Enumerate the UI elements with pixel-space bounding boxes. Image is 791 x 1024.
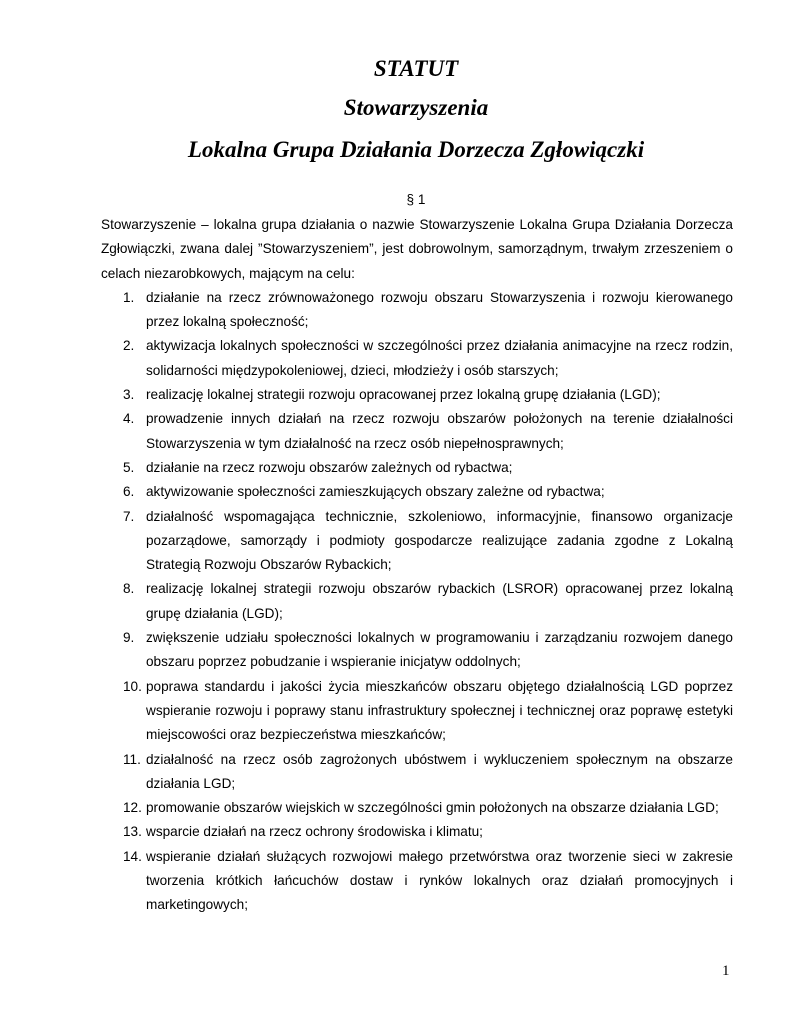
- list-item-number: 6.: [123, 484, 135, 500]
- list-item: [101, 748, 733, 797]
- list-item: [101, 845, 733, 918]
- list-item-text: działalność wspomagająca technicznie, szkoleniowo, informacyjnie, finansowo organizacje pozarządowe, samorządy i podmioty gospodarcze realizujące zadania zgodne z Lokalną Strategią Rozwoju Obszarów Rybackich;: [146, 508, 733, 573]
- list-item-text: promowanie obszarów wiejskich w szczególności gmin położonych na obszarze działania LGD;: [146, 800, 719, 816]
- list-item: [101, 383, 733, 407]
- list-item: [101, 820, 733, 844]
- list-item: [101, 480, 733, 504]
- list-item-number: 2.: [123, 338, 135, 354]
- list-item: [101, 407, 733, 456]
- list-item-text: wsparcie działań na rzecz ochrony środowiska i klimatu;: [146, 824, 483, 840]
- list-item-number: 7.: [123, 508, 135, 524]
- list-item-text: wspieranie działań służących rozwojowi małego przetwórstwa oraz tworzenie sieci w zakresie tworzenia krótkich łańcuchów dostaw i rynków lokalnych oraz działań promocyjnych i marketingowych;: [146, 848, 733, 913]
- list-item: [101, 456, 733, 480]
- list-item-text: aktywizowanie społeczności zamieszkujących obszary zależne od rybactwa;: [146, 484, 605, 500]
- list-item-text: realizację lokalnej strategii rozwoju obszarów rybackich (LSROR) opracowanej przez lokalną grupę działania (LGD);: [146, 581, 733, 621]
- list-item-number: 14.: [123, 848, 142, 864]
- organization-name: Lokalna Grupa Działania Dorzecza Zgłowiączki: [187, 137, 645, 162]
- intro-paragraph: Stowarzyszenie – lokalna grupa działania o nazwie Stowarzyszenie Lokalna Grupa Działania Dorzecza Zgłowiączki, zwana dalej ”Stowarzyszeniem”, jest dobrowolnym, samorządnym, trwałym zrzeszeniem o celach niezarobkowych, mającym na celu:: [101, 217, 733, 281]
- list-item-number: 8.: [123, 581, 135, 597]
- list-item-number: 9.: [123, 630, 135, 646]
- list-item-text: zwiększenie udziału społeczności lokalnych w programowaniu i zarządzaniu rozwojem danego obszaru poprzez pobudzanie i wspieranie inicjatyw oddolnych;: [146, 630, 733, 670]
- list-item-number: 10.: [123, 678, 142, 694]
- list-item-text: działalność na rzecz osób zagrożonych ubóstwem i wykluczeniem społecznym na obszarze działania LGD;: [146, 751, 733, 791]
- list-item: [101, 334, 733, 383]
- list-item-number: 4.: [123, 411, 135, 427]
- goals-list: [101, 286, 733, 918]
- list-item-number: 13.: [123, 824, 142, 840]
- list-item-number: 5.: [123, 459, 135, 475]
- section-mark: § 1: [406, 192, 426, 207]
- statute-subtitle: Stowarzyszenia: [343, 95, 489, 120]
- list-item-text: poprawa standardu i jakości życia mieszkańców obszaru objętego działalnością LGD poprzez wspieranie rozwoju i poprawy stanu infrastruktury społecznej i technicznej oraz poprawę estetyki miejscowości oraz bezpieczeństwa mieszkańców;: [146, 678, 733, 743]
- list-item: [101, 675, 733, 748]
- list-item-number: 3.: [123, 387, 135, 403]
- page-number: 1: [722, 963, 730, 979]
- list-item: [101, 577, 733, 626]
- list-item-number: 12.: [123, 800, 142, 816]
- document-body: [101, 213, 733, 918]
- list-item-number: 1.: [123, 289, 135, 305]
- list-item: [101, 286, 733, 335]
- list-item-text: realizację lokalnej strategii rozwoju opracowanej przez lokalną grupę działania (LGD);: [146, 387, 661, 403]
- list-item-number: 11.: [123, 751, 141, 767]
- statute-title: STATUT: [373, 56, 459, 81]
- list-item: [101, 796, 733, 820]
- list-item-text: prowadzenie innych działań na rzecz rozwoju obszarów położonych na terenie działalności Stowarzyszenia w tym działalność na rzecz osób niepełnosprawnych;: [146, 411, 733, 451]
- list-item-text: działanie na rzecz rozwoju obszarów zależnych od rybactwa;: [146, 459, 513, 475]
- list-item-text: aktywizacja lokalnych społeczności w szczególności przez działania animacyjne na rzecz rodzin, solidarności międzypokoleniowej, dzieci, młodzieży i osób starszych;: [146, 338, 733, 378]
- list-item-text: działanie na rzecz zrównoważonego rozwoju obszaru Stowarzyszenia i rozwoju kierowanego przez lokalną społeczność;: [146, 289, 733, 330]
- list-item: [101, 626, 733, 675]
- list-item: [101, 505, 733, 578]
